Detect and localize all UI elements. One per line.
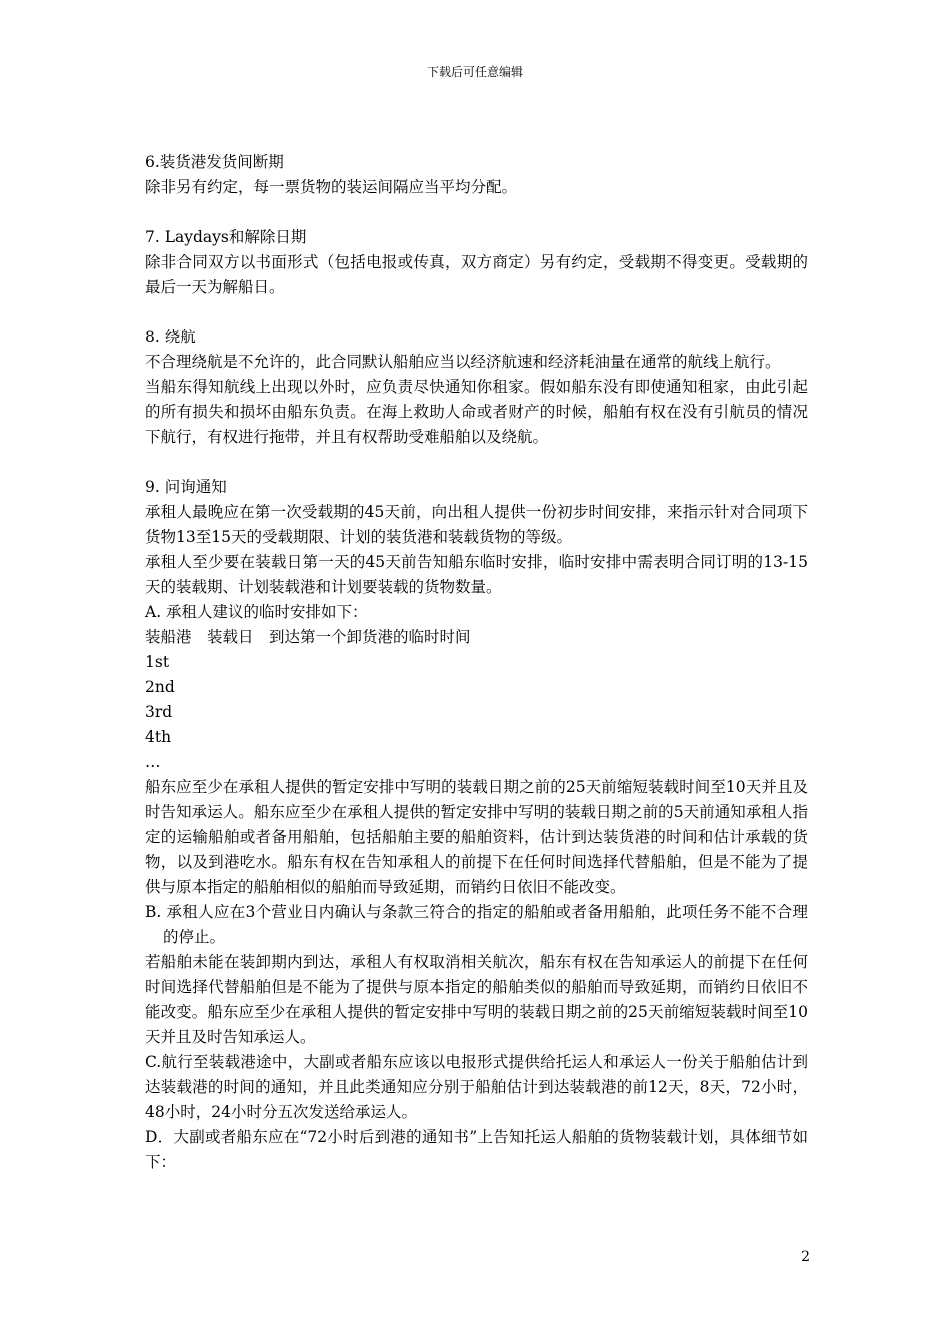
section-9-paragraph-3: 船东应至少在承租人提供的暂定安排中写明的装载日期之前的25天前缩短装载时间至10天并且及时告知承运人。船东应至少在承租人提供的暂定安排中写明的装载日期之前的5天前通知承租人指定的运输船舶或者备用船舶，包括船舶主要的船舶资料，估计到达装货港的时间和估计承载的货物，以及到港吃水。船东有权在告知承租人的前提下在任何时间选择代替船舶，但是不能为了提供与原本指定的船舶相似的船舶而导致延期，而销约日依旧不能改变。 xyxy=(145,778,808,896)
schedule-row: 1st xyxy=(145,653,170,671)
schedule-row: 3rd xyxy=(145,703,173,721)
section-9-item-b: B. 承租人应在3个营业日内确认与条款三符合的指定的船舶或者备用船舶，此项任务不能不合理的停止。 xyxy=(145,903,808,946)
schedule-table-header: 装船港 装载日 到达第一个卸货港的临时时间 xyxy=(145,628,471,646)
spacer xyxy=(145,200,808,225)
section-9-item-a: A. 承租人建议的临时安排如下： xyxy=(145,603,368,621)
section-9-item-c: C.航行至装载港途中，大副或者船东应该以电报形式提供给托运人和承运人一份关于船舶估计到达装载港的时间的通知，并且此类通知应分别于船舶估计到达装载港的前12天，8天，72小时，48小时，24小时分五次发送给承运人。 xyxy=(145,1053,808,1121)
section-7-title: 7. Laydays和解除日期 xyxy=(145,228,307,246)
spacer xyxy=(145,450,808,475)
schedule-row: 4th xyxy=(145,728,172,746)
document-body xyxy=(145,150,808,1175)
section-8-paragraph-2: 当船东得知航线上出现以外时，应负责尽快通知你租家。假如船东没有即使通知租家，由此引起的所有损失和损坏由船东负责。在海上救助人命或者财产的时候，船舶有权在没有引航员的情况下航行，有权进行拖带，并且有权帮助受难船舶以及绕航。 xyxy=(145,378,808,446)
page-number: 2 xyxy=(801,1249,810,1265)
section-9-paragraph-2: 承租人至少要在装载日第一天的45天前告知船东临时安排，临时安排中需表明合同订明的13-15天的装载期、计划装载港和计划要装载的货物数量。 xyxy=(145,553,808,596)
ellipsis: … xyxy=(145,753,161,771)
schedule-row: 2nd xyxy=(145,678,175,696)
section-9-item-d: D．大副或者船东应在“72小时后到港的通知书”上告知托运人船舶的货物装载计划，具体细节如下： xyxy=(145,1128,808,1171)
section-9-paragraph-1: 承租人最晚应在第一次受载期的45天前，向出租人提供一份初步时间安排，来指示针对合同项下货物13至15天的受载期限、计划的装货港和装载货物的等级。 xyxy=(145,503,808,546)
page-header: 下载后可任意编辑 xyxy=(426,65,523,79)
section-9-paragraph-4: 若船舶未能在装卸期内到达，承租人有权取消相关航次，船东有权在告知承运人的前提下在任何时间选择代替船舶但是不能为了提供与原本指定的船舶类似的船舶而导致延期，而销约日依旧不能改变。船东应至少在承租人提供的暂定安排中写明的装载日期之前的25天前缩短装载时间至10天并且及时告知承运人。 xyxy=(145,953,808,1046)
section-8-title: 8. 绕航 xyxy=(145,328,196,346)
section-6-title: 6.装货港发货间断期 xyxy=(145,153,284,171)
section-9-title: 9. 问询通知 xyxy=(145,478,227,496)
spacer xyxy=(145,300,808,325)
section-6-paragraph: 除非另有约定，每一票货物的装运间隔应当平均分配。 xyxy=(145,178,518,196)
section-8-paragraph-1: 不合理绕航是不允许的，此合同默认船舶应当以经济航速和经济耗油量在通常的航线上航行。 xyxy=(145,353,781,371)
section-7-paragraph: 除非合同双方以书面形式（包括电报或传真，双方商定）另有约定，受载期不得变更。受载期的最后一天为解船日。 xyxy=(145,253,808,296)
